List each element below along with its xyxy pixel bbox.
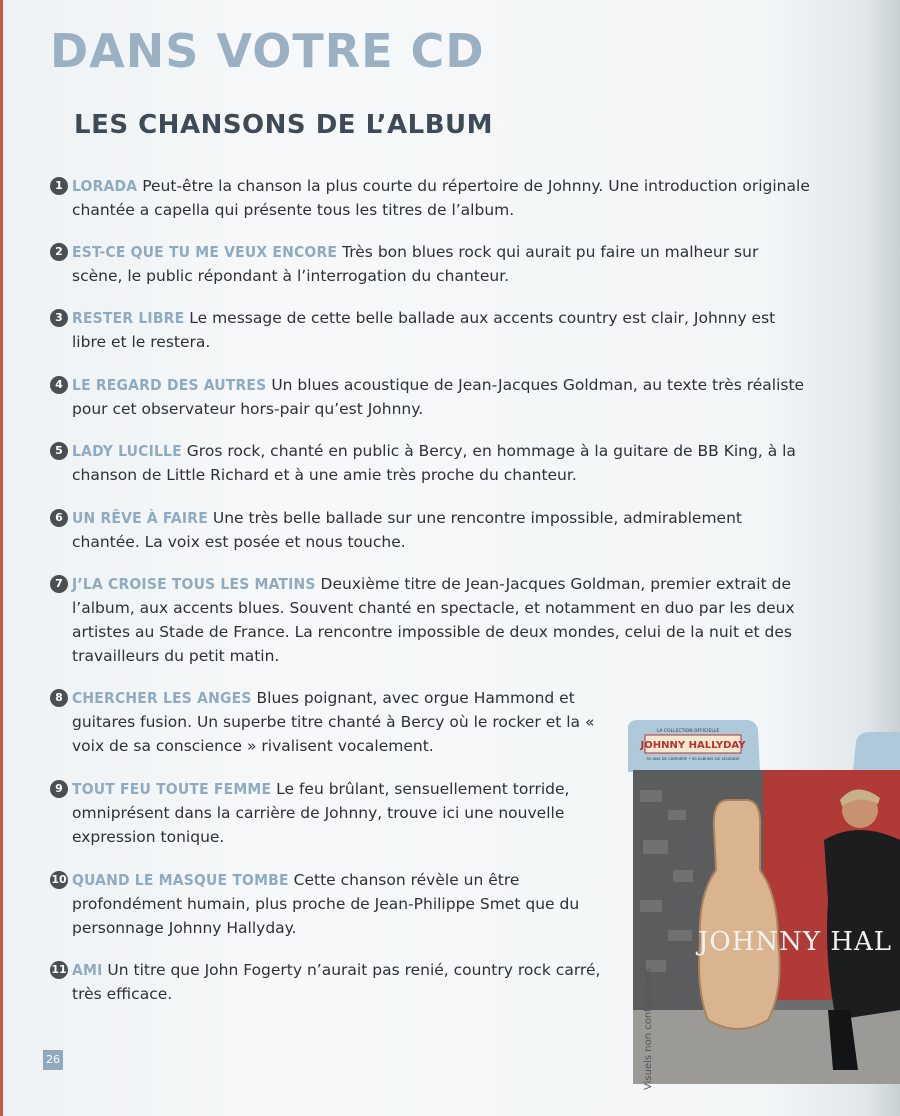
track-item [50, 506, 810, 554]
track-description: Le message de cette belle ballade aux accents country est clair, Johnny est libre et le restera. [72, 309, 776, 351]
page-title: DANS VOTRE CD [50, 24, 485, 78]
track-number-badge: 1 [50, 177, 68, 195]
track-description: Blues poignant, avec orgue Hammond et guitares fusion. Un superbe titre chanté à Bercy où le rocker et la « voix de sa conscience » rivalisent vocalement. [72, 689, 595, 755]
track-number-badge: 11 [50, 961, 68, 979]
cd-cover-image [628, 720, 900, 1090]
cd-cover-artist-text: JOHNNY HAL [698, 927, 893, 957]
track-title: QUAND LE MASQUE TOMBE [72, 871, 289, 889]
track-item [50, 306, 810, 354]
track-title: AMI [72, 961, 103, 979]
track-title: EST-CE QUE TU ME VEUX ENCORE [72, 243, 338, 261]
track-description: Peut-être la chanson la plus courte du répertoire de Johnny. Une introduction originale chantée a capella qui présente tous les titres de l’album. [72, 177, 810, 219]
track-description: Une très belle ballade sur une rencontre impossible, admirablement chantée. La voix est posée et nous touche. [72, 509, 742, 551]
track-item [50, 174, 810, 222]
page-number: 26 [43, 1050, 63, 1070]
track-description: Un titre que John Fogerty n’aurait pas renié, country rock carré, très efficace. [72, 961, 601, 1003]
track-number-badge: 6 [50, 509, 68, 527]
track-description: Le feu brûlant, sensuellement torride, omniprésent dans la carrière de Johnny, trouve ici une nouvelle expression tonique. [72, 780, 570, 846]
track-title: CHERCHER LES ANGES [72, 689, 252, 707]
track-item [50, 572, 810, 668]
track-number-badge: 8 [50, 689, 68, 707]
track-description: Cette chanson révèle un être profondément humain, plus proche de Jean-Philippe Smet que du personnage Johnny Hallyday. [72, 871, 580, 937]
track-number-badge: 3 [50, 309, 68, 327]
track-title: TOUT FEU TOUTE FEMME [72, 780, 272, 798]
track-item [50, 868, 625, 940]
cd-collection-label: LA COLLECTION OFFICIELLE [656, 729, 720, 734]
track-number-badge: 7 [50, 575, 68, 593]
track-title: LORADA [72, 177, 138, 195]
track-item [50, 958, 630, 1006]
track-number-badge: 9 [50, 780, 68, 798]
track-item [50, 686, 615, 758]
section-subtitle: LES CHANSONS DE L’ALBUM [74, 110, 494, 140]
track-title: LE REGARD DES AUTRES [72, 376, 267, 394]
track-item [50, 373, 810, 421]
track-description: Un blues acoustique de Jean-Jacques Goldman, au texte très réaliste pour cet observateur hors-pair qu’est Johnny. [72, 376, 805, 418]
track-title: LADY LUCILLE [72, 442, 182, 460]
track-number-badge: 10 [50, 871, 68, 889]
left-edge-stripe [0, 0, 3, 1116]
cd-brand-sub: 50 ANS DE CARRIÈRE • 50 ALBUMS DE LÉGENDE [646, 756, 740, 761]
track-item [50, 439, 810, 487]
track-title: RESTER LIBRE [72, 309, 185, 327]
track-number-badge: 2 [50, 243, 68, 261]
track-number-badge: 4 [50, 376, 68, 394]
legal-note: Visuels non contractuels [643, 967, 654, 1090]
track-description: Gros rock, chanté en public à Bercy, en hommage à la guitare de BB King, à la chanson de Little Richard et à une amie très proche du chanteur. [72, 442, 796, 484]
track-item [50, 240, 810, 288]
track-number-badge: 5 [50, 442, 68, 460]
track-description: Deuxième titre de Jean-Jacques Goldman, premier extrait de l’album, aux accents blues. Souvent chanté en spectacle, et notamment en duo par les deux artistes au Stade de France. La rencontre impossible de deux mondes, celui de la nuit et des travailleurs du petit matin. [72, 575, 795, 665]
track-item [50, 777, 625, 849]
track-description: Très bon blues rock qui aurait pu faire un malheur sur scène, le public répondant à l’interrogation du chanteur. [72, 243, 759, 285]
cd-brand-label: JOHNNY HALLYDAY [640, 740, 746, 751]
track-title: J’LA CROISE TOUS LES MATINS [72, 575, 316, 593]
track-title: UN RÊVE À FAIRE [72, 509, 208, 527]
